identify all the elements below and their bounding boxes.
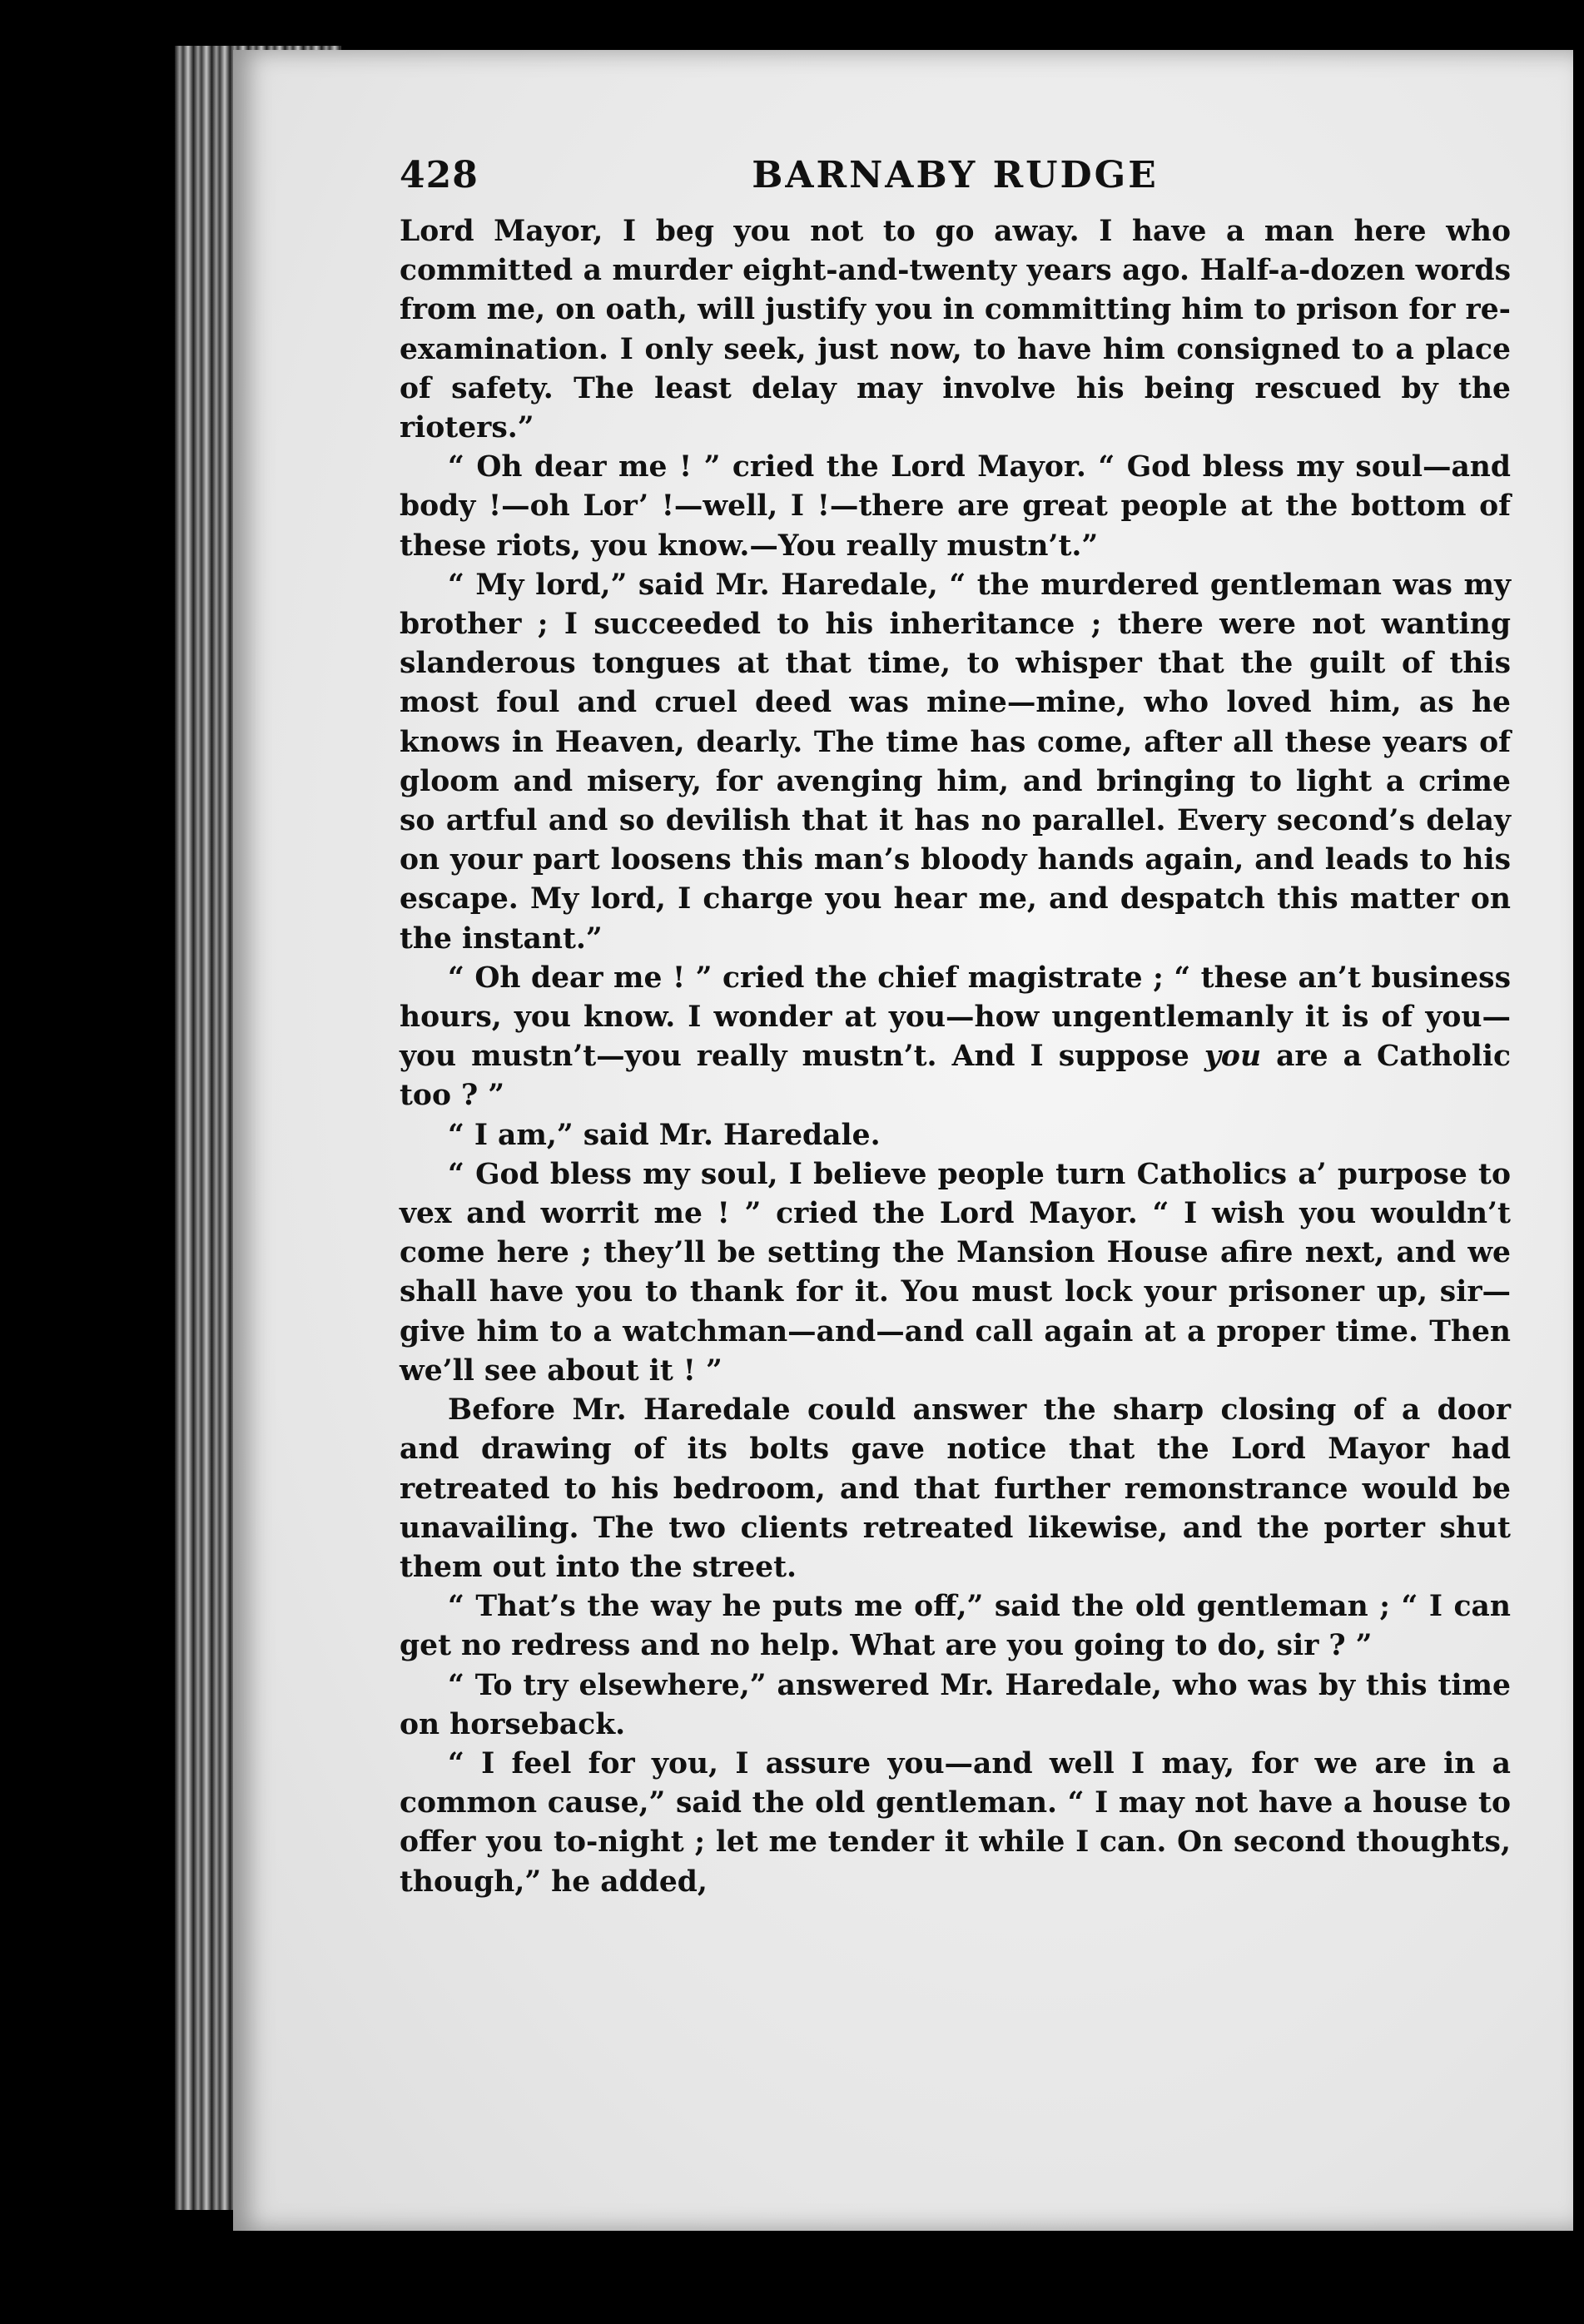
page-number: 428 bbox=[400, 154, 479, 196]
paragraph: “ God bless my soul, I believe people turn Catholics a’ purpose to vex and worrit me ! ” cried the Lord Mayor. “ I wish you wouldn’t come here ; they’ll be setting the Mansion House afire next, and we shall have you to thank for it. You must lock your prisoner up, sir—give him to a watchman—and—and call again at a proper time. Then we’ll see about it ! ” bbox=[400, 1157, 1511, 1388]
running-head bbox=[400, 154, 1511, 212]
paragraph-text: “ Oh dear me ! ” cried the chief magistrate ; “ these an’t business hours, you know. I wonder at you—how ungentlemanly it is of you—you mustn’t—you really mustn’t. And I suppose bbox=[400, 961, 1511, 1074]
paragraph: Lord Mayor, I beg you not to go away. I have a man here who committed a murder eight-and-twenty years ago. Half-a-dozen words from me, on oath, will justify you in committing him to prison for re-examination. I only seek, just now, to have him consigned to a place of safety. The least delay may involve his being rescued by the rioters.” bbox=[400, 215, 1511, 445]
paragraph: Before Mr. Haredale could answer the sharp closing of a door and drawing of its bolts gave notice that the Lord Mayor had retreated to his bedroom, and that further remonstrance would be unavailing. The two clients retreated likewise, and the porter shut them out into the street. bbox=[400, 1393, 1511, 1584]
emphasized-word: you bbox=[1204, 1040, 1262, 1074]
paragraph: “ Oh dear me ! ” cried the Lord Mayor. “ God bless my soul—and body !—oh Lor’ !—well, I !—there are great people at the bottom of these riots, you know.—You really mustn’t.” bbox=[400, 450, 1511, 563]
paragraph bbox=[400, 959, 1511, 1116]
page-content bbox=[400, 154, 1511, 1902]
book-title: BARNABY RUDGE bbox=[752, 154, 1159, 196]
body-text bbox=[400, 212, 1511, 1902]
paragraph: “ To try elsewhere,” answered Mr. Haredale, who was by this time on horseback. bbox=[400, 1668, 1511, 1741]
paragraph: “ That’s the way he puts me off,” said the old gentleman ; “ I can get no redress and no help. What are you going to do, sir ? ” bbox=[400, 1590, 1511, 1663]
paragraph: “ My lord,” said Mr. Haredale, “ the murdered gentleman was my brother ; I succeeded to his inheritance ; there were not wanting slanderous tongues at that time, to whisper that the guilt of this most foul and cruel deed was mine—mine, who loved him, as he knows in Heaven, dearly. The time has come, after all these years of gloom and misery, for avenging him, and bringing to light a crime so artful and so devilish that it has no parallel. Every second’s delay on your part loosens this man’s bloody hands again, and leads to his escape. My lord, I charge you hear me, and despatch this matter on the instant.” bbox=[400, 568, 1511, 956]
paragraph-text: are a Catholic too ? ” bbox=[400, 1040, 1512, 1113]
book-page bbox=[233, 50, 1573, 2231]
paragraph: “ I am,” said Mr. Haredale. bbox=[448, 1118, 881, 1152]
paragraph: “ I feel for you, I assure you—and well I may, for we are in a common cause,” said the old gentleman. “ I may not have a house to offer you to-night ; let me tender it while I can. On second thoughts, though,” he added, bbox=[400, 1746, 1511, 1899]
